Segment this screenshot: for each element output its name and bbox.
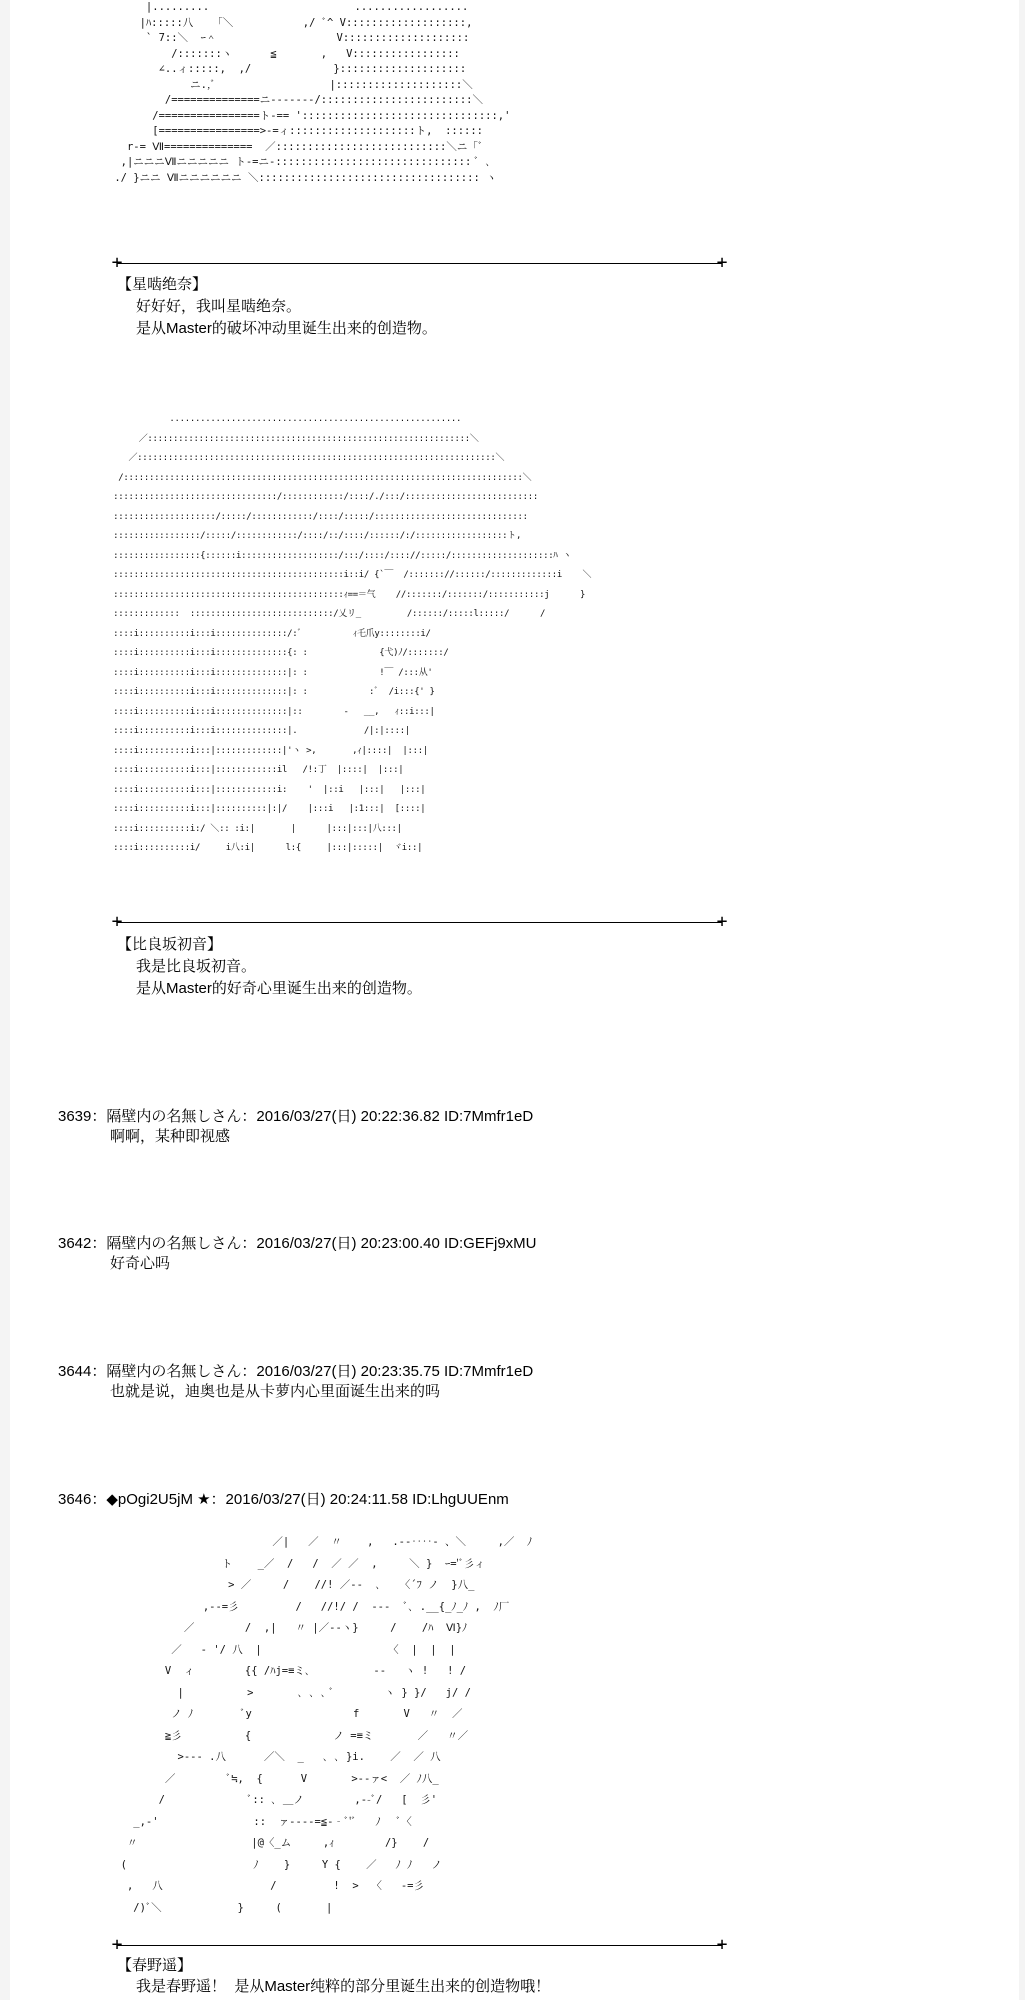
caption-name-hiirasaka: 【比良坂初音】 bbox=[117, 936, 223, 953]
divider-hiirasaka bbox=[111, 911, 728, 932]
post-header: 3639：隔壁内の名無しさん：2016/03/27(日) 20:22:36.82 ID:7Mmfr1eD bbox=[58, 1108, 534, 1125]
divider-plus-left: + bbox=[111, 252, 123, 273]
divider-plus-right: + bbox=[716, 911, 728, 932]
post-3639 bbox=[58, 1107, 533, 1147]
divider-plus-right: + bbox=[716, 1934, 728, 1955]
caption-line-hoshi-1: 好好好，我叫星啮绝奈。 bbox=[136, 298, 302, 315]
caption-line-hoshi-2: 是从Master的破坏冲动里诞生出来的创造物。 bbox=[136, 320, 437, 337]
divider-plus-right: + bbox=[716, 252, 728, 273]
caption-name-hoshi: 【星啮绝奈】 bbox=[117, 276, 208, 293]
caption-line-hiirasaka-1: 我是比良坂初音。 bbox=[136, 958, 257, 975]
post-3646 bbox=[58, 1490, 509, 1510]
post-body: 好奇心吗 bbox=[110, 1255, 171, 1272]
divider-plus-left: + bbox=[111, 911, 123, 932]
ascii-art-hiirasaka: ......................................................... ／:::::::::::::::::::::::::::::::::::::::::::::::::::::::::::::::＼ ／::::::::::::::::::::::::::::::::::::::::::::::::::::::::::::::::::::::＼ /::::::::::::::::::::::::::::::::::::::::::::::::::::::::::::::::::::::::::::::＼ ::::::::::::::::::::::::::::::::/::::::::::::/::::/./:::/:::::::::::::::::::::::::: ::::::::::::::::::::/:::::/::::::::::::/::::/:::::/:::::::::::::::::::::::::::::: :::::::::::::::::/:::::/::::::::::::/::::/::/::::/::::::/:/::::::::::::::::::ト, :::::::::::::::::{::::::i:::::::::::::::::::/:::/::::/:::://:::::/::::::::::::::::::::ﾊ ヽ :::::::::::::::::::::::::::::::::::::::::::::i::i/ {`￣ /::::::://::::::/:::::::::::::i ＼ :::::::::::::::::::::::::::::::::::::::::::::ｨ==＝气 //:::::::/:::::::/:::::::::::j } ::::::::::::: ::::::::::::::::::::::::::::/乂リ_ /::::::/:::::l:::::/ / ::::i::::::::::i:::i::::::::::::::/:ﾞ ｨ乇爪y::::::::i/ ::::i::::::::::i:::i::::::::::::::{: : {弋)ﾉ/:::::::/ ::::i::::::::::i:::i::::::::::::::|: : !￣ /:::从' ::::i::::::::::i:::i::::::::::::::|: : :ﾞ /i:::{' } ::::i::::::::::i:::i::::::::::::::|:: - __, ｨ::i:::| ::::i::::::::::i:::i::::::::::::::|. /|:|::::| ::::i::::::::::i:::|:::::::::::::|'ヽ >, ,ｨ|::::| |:::| ::::i::::::::::i:::|::::::::::::il /!:丁 |::::| |:::| ::::i::::::::::i:::|::::::::::::i: ' |::i |:::| |:::| ::::i::::::::::i:::|::::::::::|:|/ |:::i |:1:::| [::::| ::::i::::::::::i:/ ＼:: :i:| | |:::|:::|八:::| ::::i::::::::::i/ i八:i| l:{ |:::|:::::| ヾi::| bbox=[113, 414, 592, 853]
ascii-art-hoshi: |......... .................. |ﾊ:::::八 「＼ ,/ ﾞ^ V:::::::::::::::::::, ` 7::＼ ｰ＾ V:::::::::::::::::::: /:::::::ヽ ≦ , V::::::::::::::::: ∠..ィ:::::, ,/ }:::::::::::::::::::: ニ.,ﾞ |::::::::::::::::::::＼ /==============ニ--‐‐---/::::::::::::::::::::::::＼ /================ト-== ':::::::::::::::::::::::::::::::,' [================>-=ィ::::::::::::::::::::ト, :::::: r-= Ⅶ============== ／:::::::::::::::::::::::::::＼ニ「ﾞ ,|ニニニⅦニニニニニ ト-=ニ-::::::::::::::::::::::::::::::: ﾞ ､ ./ }ニニ Ⅶニニニニニニ ＼::::::::::::::::::::::::::::::::::: ヽ bbox=[114, 1, 511, 184]
caption-line-hiirasaka-2: 是从Master的好奇心里诞生出来的创造物。 bbox=[136, 980, 422, 997]
divider-haruno bbox=[111, 1934, 728, 1955]
page-left-edge bbox=[0, 0, 10, 2000]
post-header: 3644：隔壁内の名無しさん：2016/03/27(日) 20:23:35.75 ID:7Mmfr1eD bbox=[58, 1363, 534, 1380]
caption-name-haruno: 【春野遥】 bbox=[117, 1957, 193, 1974]
post-header: 3646：◆pOgi2U5jM ★：2016/03/27(日) 20:24:11.58 ID:LhgUUEnm bbox=[58, 1491, 509, 1508]
divider-plus-left: + bbox=[111, 1934, 123, 1955]
post-3644 bbox=[58, 1362, 533, 1402]
post-3642 bbox=[58, 1234, 537, 1274]
divider-hoshi bbox=[111, 252, 728, 273]
post-body: 也就是说，迪奥也是从卡萝内心里面诞生出来的吗 bbox=[110, 1383, 441, 1400]
post-body: 啊啊，某种即视感 bbox=[110, 1128, 231, 1145]
caption-line-haruno-1: 我是春野遥！ 是从Master纯粹的部分里诞生出来的创造物哦！ bbox=[136, 1978, 551, 1995]
ascii-art-haruno: ／| ／ 〃 , .--‥‥- 、＼ ,／ ﾉ ト _／ / / ／ ／ , ＼ } ｰ='ﾞ彡ィ > ／ / //! ／‐‐ ､ 〈´ﾌ ノ }八_ ,--=彡 / //!/ / ‐‐‐ ﾞ､ .__{_ﾉ_ﾉ , ﾉ厂 ／ / ,| 〃 |／‐‐ヽ} / /ﾊ Ⅵ}ﾉ ／ ‐ '/ 八 | 〈 | | | V ィ {{ /ﾊj=≡ミ､ ‐- ヽ ! ! / | > ､ ､ ､ ﾞ ヽ } }/ j/ / ノ ﾉ ﾞy f V 〃 ／ ≧彡 { ノ =≡ミ ／ 〃／ >‐‐‐ .八 ／＼ _ ､ ､ }i. ／ ／ 八 ／ ﾞ≒, { V >‐‐ァ< ／ ﾉ八_ / ﾞ:: ､ ＿ノ ,‐-ﾞ/ [ 彡' _,-' :: ァ‐‐‐‐=≦‐‐ﾞ'ﾞ ﾉ ﾞ〈 〃 |@〈_ム ,ｨ /} / ( ﾉ } Y { ／ ﾉ ﾉ ノ , 八 / ! > 〈 -=彡 /)ﾞ＼ } ( | bbox=[120, 1536, 533, 1914]
page-right-edge bbox=[1019, 0, 1025, 2000]
post-header: 3642：隔壁内の名無しさん：2016/03/27(日) 20:23:00.40 ID:GEFj9xMU bbox=[58, 1235, 537, 1252]
